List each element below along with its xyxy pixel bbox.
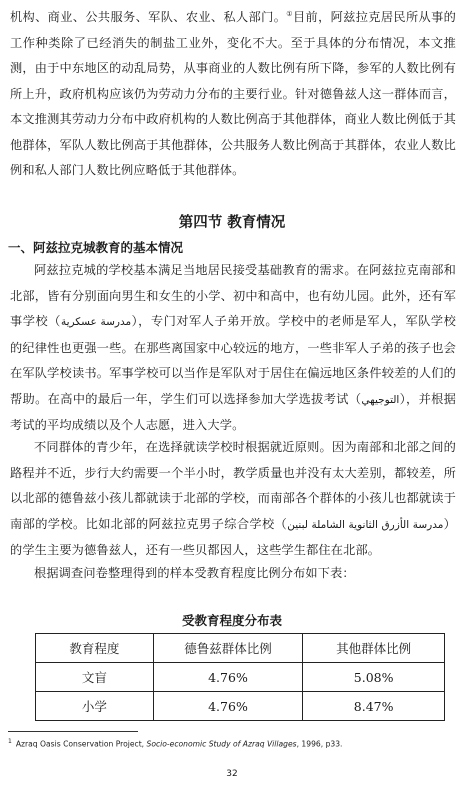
table-row (36, 692, 445, 721)
table-caption: 受教育程度分布表 (181, 613, 282, 628)
footnote-reference[interactable]: ① (286, 9, 293, 18)
paragraph-text: ），专门对军人子弟开放。学校中的老师是军人，军队学校的纪律性也更强一些。在那些离国家中心较远的地方，一些非军人子弟的孩子也会在军队学校读书。军事学校可以当作是军队对于居住在偏远地区条件较差的人们的帮助。在高中的最后一年，学生们可以选择参加大学选拔考试（ (10, 314, 457, 406)
table-cell: 8.47% (303, 692, 445, 721)
arabic-term-school-name: مدرسة الأزرق الثانوية الشاملة لبنين (287, 518, 444, 531)
footnote (8, 738, 458, 749)
paragraph-labor-distribution (10, 5, 456, 184)
table-cell: 5.08% (303, 663, 445, 692)
subsection-title: 一、阿兹拉克城教育的基本情况 (8, 240, 184, 255)
paragraph-school-choice (10, 435, 456, 564)
table-header-cell: 德鲁兹群体比例 (153, 634, 303, 663)
footnote-number: 1 (8, 738, 12, 745)
table-cell: 4.76% (153, 663, 303, 692)
footnote-rest: , 1996, p33. (296, 739, 343, 749)
paragraph-text: 目前，阿兹拉克居民所从事的工作种类除了已经消失的制盐工业外，变化不大。至于具体的分布情况，本文推测，由于中东地区的动乱局势，从事商业的人数比例有所下降，参军的人数比例有所上升，政府机构应该仍为劳动力分布的主要行业。针对德鲁兹人这一群体而言，本文推测其劳动力分布中政府机构的人数比例高于其他群体，商业人数比例低于其他群体，军队人数比例高于其他群体，公共服务人数比例高于其群体，农业人数比例和私人部门人数比例应略低于其他群体。 (10, 10, 456, 177)
paragraph-table-intro: 根据调查问卷整理得到的样本受教育程度比例分布如下表： (34, 566, 355, 580)
table-header-row (36, 634, 445, 663)
table-row (36, 663, 445, 692)
footnote-divider (8, 731, 138, 732)
paragraph-text: ），并根据考试的平均成绩以及个人志愿，进入大学。 (10, 391, 457, 432)
table-cell: 小学 (36, 692, 154, 721)
paragraph-text: 机构、商业、公共服务、军队、农业、私人部门。 (10, 10, 287, 24)
section-title: 第四节 教育情况 (178, 215, 286, 231)
table-cell: 4.76% (153, 692, 303, 721)
page-number: 32 (226, 769, 238, 779)
footnote-title: Socio-economic Study of Azraq Villages (146, 739, 297, 749)
paragraph-text: 阿兹拉克城的学校基本满足当地居民接受基础教育的需求。在阿兹拉克南部和北部，皆有分别面向男生和女生的小学、初中和高中，也有幼儿园。此外，还有军事学校（ (10, 263, 456, 328)
table-header-cell: 教育程度 (36, 634, 154, 663)
paragraph-text: 不同群体的青少年，在选择就读学校时根据就近原则。因为南部和北部之间的路程并不近，步行大约需要一个半小时，教学质量也并没有太大差别，都较差，所以北部的德鲁兹小孩儿都就读于北部的学校，而南部各个群体的小孩儿也都就读于南部的学校。比如北部的阿兹拉克男子综合学校（ (10, 440, 456, 531)
education-distribution-table (35, 633, 445, 721)
table-cell: 文盲 (36, 663, 154, 692)
arabic-term-exam: التوجيهي (361, 393, 400, 406)
table-header-cell: 其他群体比例 (303, 634, 445, 663)
paragraph-text: ）的学生主要为德鲁兹人，还有一些贝都因人，这些学生都住在北部。 (10, 516, 456, 557)
paragraph-schools (10, 258, 456, 439)
arabic-term-military-school: مدرسة عسكرية (60, 316, 132, 328)
footnote-author: Azraq Oasis Conservation Project, (15, 739, 147, 749)
